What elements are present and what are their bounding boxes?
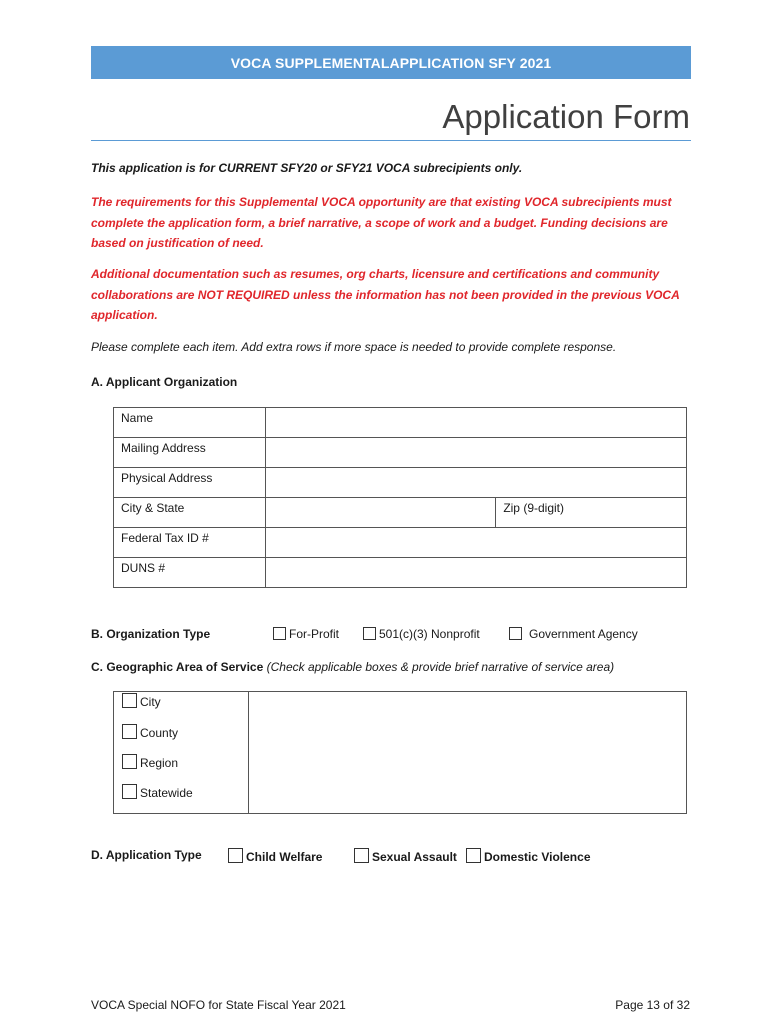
app-type-domestic-violence[interactable]	[466, 848, 591, 864]
checkbox-icon[interactable]	[122, 693, 137, 708]
instructions-note: Please complete each item. Add extra rows if more space is needed to provide complete response.	[91, 340, 617, 354]
name-field[interactable]	[265, 408, 686, 438]
header-banner: VOCA SUPPLEMENTALAPPLICATION SFY 2021	[91, 46, 691, 79]
option-label: Sexual Assault	[372, 850, 457, 864]
section-d-label: D. Application Type	[91, 848, 202, 862]
tax-id-label: Federal Tax ID #	[114, 528, 266, 558]
zip-field[interactable]	[496, 498, 687, 528]
checkbox-icon[interactable]	[509, 627, 522, 640]
geo-option-region[interactable]	[122, 754, 178, 770]
section-c-heading	[91, 660, 614, 674]
checkbox-icon[interactable]	[122, 784, 137, 799]
zip-label: Zip (9-digit)	[503, 501, 564, 515]
section-a-label: A. Applicant Organization	[91, 375, 238, 389]
checkbox-icon[interactable]	[228, 848, 243, 863]
option-label: 501(c)(3) Nonprofit	[379, 627, 480, 641]
footer-document-title: VOCA Special NOFO for State Fiscal Year 2021	[91, 998, 346, 1012]
option-label: Child Welfare	[246, 850, 323, 864]
mailing-address-field[interactable]	[265, 438, 686, 468]
option-label: Government Agency	[529, 627, 638, 641]
section-b-label: B. Organization Type	[91, 627, 211, 641]
org-type-nonprofit[interactable]	[363, 627, 480, 641]
name-label: Name	[114, 408, 266, 438]
physical-address-label: Physical Address	[114, 468, 266, 498]
applicant-organization-table	[113, 407, 687, 588]
option-label: Domestic Violence	[484, 850, 591, 864]
title-divider	[91, 140, 691, 141]
geo-option-city[interactable]	[122, 693, 161, 709]
tax-id-field[interactable]	[265, 528, 686, 558]
checkbox-icon[interactable]	[363, 627, 376, 640]
duns-label: DUNS #	[114, 558, 266, 588]
option-label: City	[140, 695, 161, 709]
option-label: Region	[140, 756, 179, 770]
eligibility-note: This application is for CURRENT SFY20 or SFY21 VOCA subrecipients only.	[91, 161, 523, 175]
geographic-area-divider	[248, 691, 249, 814]
checkbox-icon[interactable]	[122, 754, 137, 769]
checkbox-icon[interactable]	[122, 724, 137, 739]
org-type-government[interactable]	[509, 627, 638, 641]
app-type-child-welfare[interactable]	[228, 848, 322, 864]
option-label: For-Profit	[289, 627, 340, 641]
checkbox-icon[interactable]	[466, 848, 481, 863]
page-title: Application Form	[442, 98, 690, 135]
physical-address-field[interactable]	[265, 468, 686, 498]
footer-page-number: Page 13 of 32	[615, 998, 690, 1012]
checkbox-icon[interactable]	[273, 627, 286, 640]
city-state-field[interactable]	[265, 498, 496, 528]
org-type-for-profit[interactable]	[273, 627, 339, 641]
checkbox-icon[interactable]	[354, 848, 369, 863]
service-area-narrative-field[interactable]	[252, 695, 684, 810]
mailing-address-label: Mailing Address	[114, 438, 266, 468]
requirements-note: The requirements for this Supplemental VOCA opportunity are that existing VOCA subrecipients must complete the application form, a brief narrative, a scope of work and a budget. Funding decisions are based on justification of need.	[91, 195, 672, 250]
geo-option-statewide[interactable]	[122, 784, 193, 800]
duns-field[interactable]	[265, 558, 686, 588]
app-type-sexual-assault[interactable]	[354, 848, 457, 864]
section-c-label: C. Geographic Area of Service	[91, 660, 264, 674]
option-label: County	[140, 726, 179, 740]
section-c-note: (Check applicable boxes & provide brief narrative of service area)	[266, 660, 615, 674]
city-state-label: City & State	[114, 498, 266, 528]
geo-option-county[interactable]	[122, 724, 178, 740]
option-label: Statewide	[140, 786, 193, 800]
additional-docs-note: Additional documentation such as resumes, org charts, licensure and certifications and community collaborations are NOT REQUIRED unless the information has not been provided in the previous VOCA application.	[91, 267, 680, 322]
